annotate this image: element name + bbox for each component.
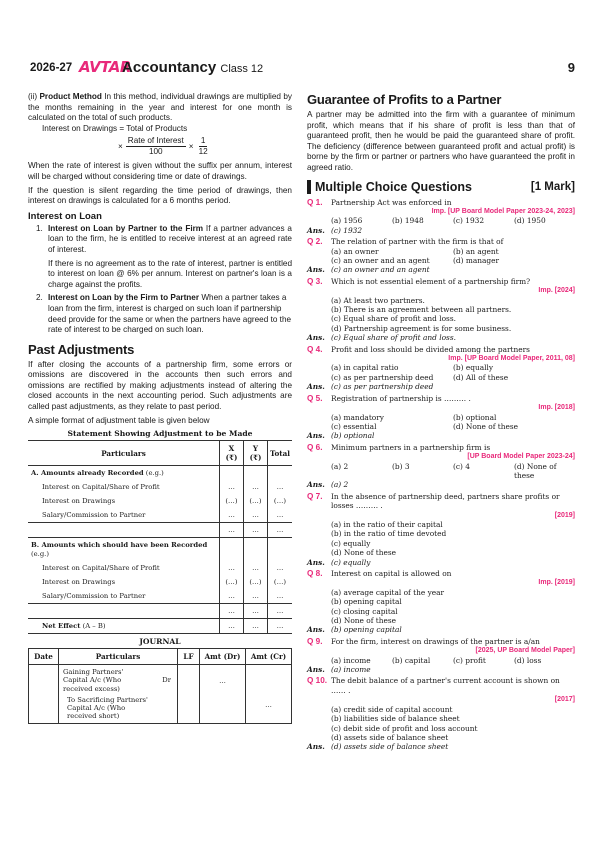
table-row: Interest on Capital/Share of Profit … … …	[28, 561, 292, 575]
question-item	[307, 676, 575, 751]
table-row: Interest on Drawings (…) (…) (…)	[28, 494, 292, 508]
right-column	[307, 92, 575, 754]
question-source-tag: Imp. [2018]	[538, 404, 575, 412]
col-amt-cr: Amt (Cr)	[246, 649, 292, 665]
question-item	[307, 443, 575, 490]
question-text: In the absence of partnership deed, partners share profits or losses ……… .	[331, 491, 560, 511]
journal-credit-entry: To Sacrificing Partners' Capital A/c (Who received short)	[67, 695, 148, 721]
formula-line: Interest on Drawings = Total of Products	[42, 123, 188, 133]
option-item: (c) as per partnership deed	[331, 372, 434, 382]
table-row: Salary/Commission to Partner … … …	[28, 508, 292, 523]
option-item: (c) profit	[453, 655, 486, 665]
option-item: (c) closing capital	[331, 606, 398, 616]
question-source-tag: Imp. [2019]	[538, 579, 575, 587]
question-text: For the firm, interest on drawings of the partner is a/an	[331, 636, 540, 646]
answer-label: Ans.	[307, 225, 325, 235]
answer-text: (c) 1932	[331, 225, 363, 235]
answer-label: Ans.	[307, 625, 325, 635]
option-item: (a) an owner	[331, 246, 379, 256]
page-number: 9	[567, 60, 575, 75]
col-y: Y (₹)	[243, 441, 267, 466]
subject-title: Accountancy Class 12	[122, 59, 264, 76]
option-item: (d) loss	[514, 655, 542, 665]
month-fraction: $\frac{1}{12}$	[198, 136, 208, 157]
answer-text: (a) income	[331, 665, 371, 675]
option-item: (a) income	[331, 655, 371, 665]
option-item: (a) in capital ratio	[331, 363, 399, 373]
answer-line	[307, 333, 575, 342]
format-intro: A simple format of adjustment table is given below	[28, 415, 210, 425]
option-item: (d) manager	[453, 256, 500, 265]
options	[331, 216, 575, 225]
mcq-title: Multiple Choice Questions	[315, 179, 472, 194]
option-item: (d) None of these	[331, 548, 397, 558]
table-row: Interest on Capital/Share of Profit … … …	[28, 480, 292, 494]
answer-label: Ans.	[307, 665, 325, 675]
publisher-logo: AVTAR	[79, 58, 131, 76]
option-item: (c) equally	[331, 538, 371, 548]
options	[331, 247, 575, 266]
answer-line	[307, 431, 575, 440]
past-adjustments-heading: Past Adjustments	[28, 341, 135, 357]
col-date: Date	[29, 649, 59, 665]
option-item: (d) assets side of balance sheet	[331, 732, 449, 742]
option-item: (a) 1956	[331, 216, 363, 226]
table-row: Net Effect (A – B) … … …	[28, 619, 292, 634]
option-item: (a) At least two partners.	[331, 295, 425, 305]
options	[331, 520, 575, 558]
rate-fraction: $\frac{\text{Rate of Interest}}{100}$	[127, 136, 184, 157]
options	[331, 656, 575, 665]
col-particulars: Particulars	[28, 441, 219, 466]
product-method-para: (ii) Product Method In this method, individual drawings are multiplied by the months remaining in the year and interest for one month is calculated on the total of such products.	[28, 92, 292, 123]
table-row: Gaining Partners' Capital A/c (Who received excess) Dr To Sacrificing Partners' Capital A/c (Who received short) … …	[29, 665, 292, 724]
question-text: Registration of partnership is ……… .	[331, 393, 471, 403]
question-source-tag: [2025, UP Board Model Paper]	[475, 647, 575, 655]
answer-line	[307, 625, 575, 634]
answer-label: Ans.	[307, 557, 325, 567]
answer-label: Ans.	[307, 333, 325, 343]
question-source-tag: Imp. [2024]	[538, 287, 575, 295]
question-source-tag: Imp. [UP Board Model Paper 2023-24, 2023]	[431, 207, 575, 215]
per-annum-note: When the rate of interest is given without the suffix per annum, interest will be charged without considering time or date of drawings.	[28, 161, 292, 181]
col-particulars: Particulars	[59, 649, 178, 665]
question-text: Minimum partners in a partnership firm is	[331, 442, 491, 452]
table-row: Salary/Commission to Partner … … …	[28, 589, 292, 604]
col-total: Total	[267, 441, 292, 466]
option-item: (d) None of these	[514, 461, 557, 480]
table-row: … … …	[28, 523, 292, 538]
option-item: (c) 4	[453, 461, 470, 471]
question-number: Q 10.	[307, 676, 328, 686]
answer-text: (b) opening capital	[331, 625, 402, 635]
option-item: (b) 3	[392, 461, 410, 471]
table-row: A. Amounts already Recorded (e.g.)	[28, 466, 292, 481]
options	[331, 705, 575, 743]
option-item: (b) equally	[453, 363, 494, 373]
question-number: Q 3.	[307, 276, 323, 286]
answer-text: (a) 2	[331, 480, 349, 490]
option-item: (b) liabilities side of balance sheet	[331, 714, 460, 724]
table-row: Interest on Drawings (…) (…) (…)	[28, 575, 292, 589]
loan-list	[36, 224, 292, 336]
question-number: Q 7.	[307, 491, 323, 501]
option-item: (b) 1948	[392, 216, 424, 226]
question-item	[307, 345, 575, 392]
option-item: (d) Partnership agreement is for some business.	[331, 323, 512, 333]
option-item: (c) 1932	[453, 216, 485, 226]
answer-line	[307, 742, 575, 751]
question-text: Interest on capital is allowed on	[331, 569, 452, 578]
question-item	[307, 277, 575, 343]
answer-line	[307, 480, 575, 489]
answer-label: Ans.	[307, 431, 325, 441]
edition-year: 2026-27	[30, 62, 73, 74]
answer-text: (c) as per partnership deed	[331, 382, 434, 392]
answer-line	[307, 558, 575, 567]
question-text: The debit balance of a partner's current account is shown on …… .	[331, 676, 560, 695]
col-lf: LF	[178, 649, 200, 665]
question-number: Q 4.	[307, 344, 323, 354]
option-item: (d) None of these	[453, 421, 519, 431]
guarantee-heading: Guarantee of Profits to a Partner	[307, 92, 502, 107]
list-item: 2. Interest on Loan by the Firm to Partner When a partner takes a loan from the firm, interest is charged on such loan if partnership deed provide for the same or when the partners have agreed to the rate of interest to be charged on such loan.	[36, 293, 292, 335]
dr-label: Dr	[162, 676, 171, 685]
silent-period-note: If the question is silent regarding the time period of drawings, then interest on drawings is calculated for a 6 months period.	[28, 185, 292, 206]
answer-text: (c) Equal share of profit and loss.	[331, 333, 456, 343]
question-item	[307, 637, 575, 675]
option-item: (b) an agent	[453, 246, 499, 256]
question-source-tag: Imp. [UP Board Model Paper, 2011, 08]	[448, 355, 575, 363]
col-amt-dr: Amt (Dr)	[200, 649, 246, 665]
option-item: (c) debit side of profit and loss account	[331, 723, 478, 733]
options	[331, 296, 575, 334]
class-label: Class 12	[220, 63, 264, 75]
question-number: Q 1.	[307, 197, 323, 207]
option-item: (a) mandatory	[331, 412, 384, 422]
question-item	[307, 198, 575, 236]
answer-line	[307, 382, 575, 391]
option-item: (b) capital	[392, 655, 431, 665]
list-item: 1. Interest on Loan by Partner to the Firm If a partner advances a loan to the firm, he is entitled to receive interest at an agreed rate of interest.	[36, 223, 292, 254]
question-list	[307, 198, 575, 752]
option-item: (b) in the ratio of time devoted	[331, 529, 447, 539]
answer-line	[307, 665, 575, 674]
option-item: (d) 1950	[514, 216, 546, 226]
question-source-tag: [2019]	[554, 511, 575, 519]
journal-title: JOURNAL	[139, 637, 181, 647]
list-item: If there is no agreement as to the rate of interest, partner is entitled to interest on loan @ 6% per annum. Interest on partner's loan is a charge against the profits.	[48, 258, 292, 289]
answer-text: (d) assets side of balance sheet	[331, 742, 449, 752]
formula-fractions: × $\frac{\text{Rate of Interest}}{100}$ × $\frac{1}{12}$	[118, 136, 208, 157]
past-adjustments-text: If after closing the accounts of a partnership firm, some errors or omissions are discovered in the accounts then such errors and omissions are rectified by making adjustments instead of altering the closed accounts in the next accounting period. Such adjustments are called past adjustments, as they relate to past period.	[28, 359, 292, 412]
mcq-section-header	[307, 180, 575, 194]
question-item	[307, 394, 575, 441]
question-text: Profit and loss should be divided among the partners	[331, 344, 530, 354]
question-item	[307, 237, 575, 275]
question-number: Q 6.	[307, 442, 323, 452]
options	[331, 462, 575, 481]
option-item: (a) average capital of the year	[331, 587, 445, 597]
option-item: (c) essential	[331, 421, 377, 431]
question-number: Q 2.	[307, 237, 323, 247]
question-text: Which is not essential element of a partnership firm?	[331, 276, 531, 286]
question-text: Partnership Act was enforced in	[331, 197, 452, 207]
option-item: (a) credit side of capital account	[331, 704, 453, 714]
option-item: (a) 2	[331, 461, 349, 471]
page-header	[30, 58, 575, 80]
mcq-marks: [1 Mark]	[530, 180, 575, 193]
interest-on-loan-heading: Interest on Loan	[28, 210, 102, 222]
option-item: (a) in the ratio of their capital	[331, 519, 443, 529]
adjustment-table-title: Statement Showing Adjustment to be Made	[67, 429, 253, 439]
question-item	[307, 569, 575, 635]
answer-text: (c) equally	[331, 557, 371, 567]
answer-text: (c) an owner and an agent	[331, 265, 430, 275]
answer-line	[307, 265, 575, 274]
col-x: X (₹)	[219, 441, 243, 466]
product-method-title: Product Method	[39, 92, 102, 101]
options	[331, 413, 575, 432]
journal-table	[28, 648, 292, 724]
question-number: Q 9.	[307, 636, 323, 646]
journal-debit-entry: Gaining Partners' Capital A/c (Who received excess)	[63, 668, 124, 693]
question-source-tag: [2017]	[554, 696, 575, 704]
question-item	[307, 492, 575, 567]
adjustment-table	[28, 440, 292, 634]
table-row: B. Amounts which should have been Recorded (e.g.)	[28, 538, 292, 562]
answer-label: Ans.	[307, 480, 325, 490]
answer-label: Ans.	[307, 265, 325, 275]
answer-label: Ans.	[307, 382, 325, 392]
option-item: (d) All of these	[453, 372, 509, 382]
question-source-tag: [UP Board Model Paper 2023-24]	[467, 453, 575, 461]
answer-line	[307, 226, 575, 235]
options	[331, 363, 575, 382]
option-item: (d) None of these	[331, 616, 397, 626]
option-item: (b) opening capital	[331, 597, 402, 607]
table-row: … … …	[28, 604, 292, 619]
question-number: Q 8.	[307, 569, 323, 578]
section-marker-icon	[307, 180, 311, 194]
option-item: (b) optional	[453, 412, 497, 422]
question-number: Q 5.	[307, 393, 323, 403]
answer-label: Ans.	[307, 742, 325, 752]
question-text: The relation of partner with the firm is that of	[331, 237, 504, 247]
left-column	[28, 92, 292, 724]
options	[331, 588, 575, 626]
option-item: (c) Equal share of profit and loss.	[331, 314, 456, 324]
option-item: (c) an owner and an agent	[331, 256, 430, 265]
answer-text: (b) optional	[331, 431, 375, 441]
option-item: (b) There is an agreement between all partners.	[331, 305, 512, 315]
guarantee-text: A partner may be admitted into the firm with a guarantee of minimum profit, which means that if his share of profit is less than that of guaranteed profit, then he would be paid the guaranteed share of profit. The deficiency (difference between guaranteed profit and actual profit) is borne by the firm or partner or partners who have guaranteed the profit in agreed ratio.	[307, 110, 575, 172]
